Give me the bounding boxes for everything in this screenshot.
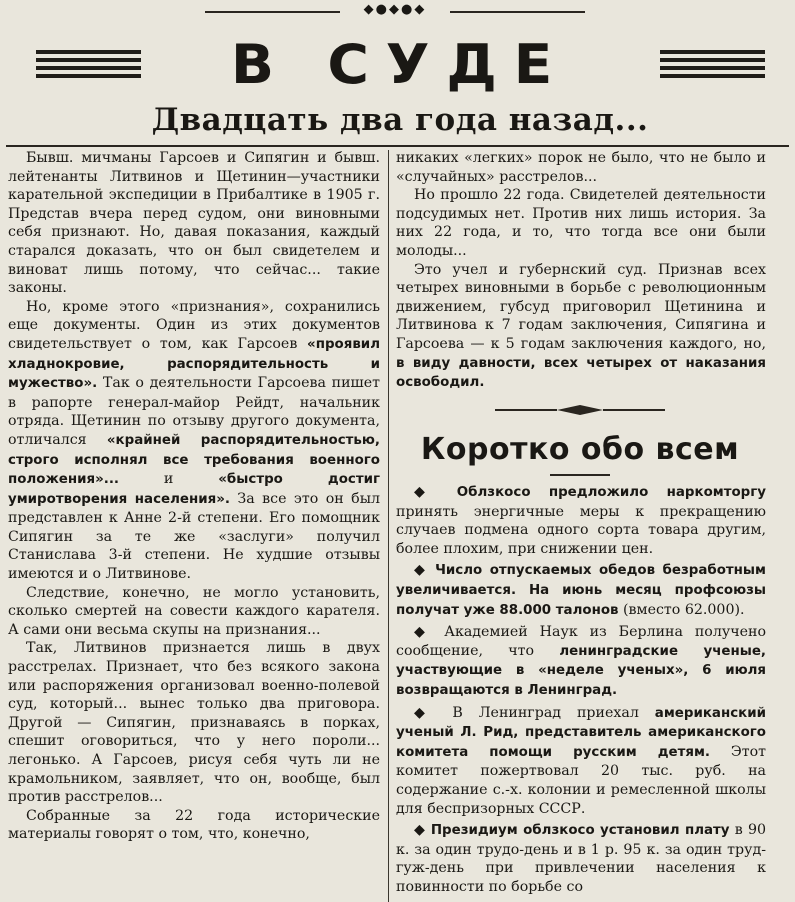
section-ornament (495, 405, 665, 415)
diamond-bullet-icon: ◆ (414, 484, 439, 500)
diamond-bullet-icon: ◆ (414, 562, 428, 579)
masthead-title: В СУДЕ (230, 33, 570, 96)
diamond-bullet-icon: ◆ (414, 704, 437, 721)
headline-divider (6, 145, 789, 147)
paragraph: Следствие, конечно, не могло установить, сколько смертей на совести каждого карателя. А сами они весьма скупы на признания... (8, 584, 380, 638)
diamond-bullet-icon: ◆ (414, 624, 433, 641)
diamond-bullet-icon: ◆ (414, 822, 426, 839)
article-column-left (8, 149, 380, 844)
list-item: ◆ В Ленинград приехал американский ученый Л. Рид, представитель американского комитета помощи русским детям. Этот комитет пожертвовал 20 тыс. руб. на содержание с.-х. колонии и ремесленной школы для беспризорных СССР. (396, 704, 767, 817)
news-brief-list (396, 483, 766, 899)
paragraph: Так, Литвинов признается лишь в двух расстрелах. Признает, что без всякого закона или распоряжения организовал военно-полевой суд, который... вынес только два приговора. Другой — Сипягин, признаваясь в порках, спешит оговориться, что у него пороли... легонько. А Гарсоев, рисуя себя чуть ли не крамольником, заявляет, что он, вообще, был против расстрелов... (8, 640, 380, 806)
masthead-bars-right (660, 50, 765, 80)
top-ornament: ◆●◆●◆ (205, 6, 585, 18)
paragraph: Но, кроме этого «признания», сохранились еще документы. Один из этих документов свидетельствует о том, как Гарсоев «проявил хладнокровие, распорядительность и мужество». Так о деятельности Гарсоева пишет в рапорте генерал-майор Рейдт, начальник отряда. Щетинин по отзыву другого документа, отличался «крайней распорядительностью, строго исполнял все требования военного положения»... и «быстро достиг умиротворения населения». За все это он был представлен к Анне 2-й степени. Его помощник Сипягин за те же «заслуги» получил Станислава 3-й степени. Не худшие отзывы имеются и о Литвинове. (8, 298, 380, 583)
list-item: ◆ Облзкосо предложило наркомторгу принять энергичные меры к прекращению случаев подмена одного сорта товара другим, более плохим, при снижении цен. (396, 484, 766, 557)
news-brief-heading: Коротко обо всем (420, 432, 740, 467)
paragraph: никаких «легких» порок не было, что не было и «случайных» расстрелов... (396, 150, 766, 185)
article-headline: Двадцать два года назад... (151, 102, 649, 138)
list-item: ◆ Президиум облзкосо установил плату в 90 к. за один трудо-день и в 1 р. 95 к. за один труд-гуж-день при привлечении населения к повинности по борьбе со (396, 822, 766, 895)
paragraph: Бывш. мичманы Гарсоев и Сипягин и бывш. лейтенанты Литвинов и Щетинин—участники карательной экспедиции в Прибалтике в 1905 г. Представ вчера перед судом, они виновными себя признают. Но, давая показания, каждый старался доказать, что он был свидетелем и виноват лишь потому, что сейчас... такие законы. (8, 150, 380, 297)
paragraph: Собранные за 22 года исторические материалы говорят о том, что, конечно, (8, 807, 380, 843)
masthead-bars-left (36, 50, 141, 80)
news-brief-divider (550, 474, 610, 476)
list-item: ◆ Академией Наук из Берлина получено сообщение, что ленинградские ученые, участвующие в «неделе ученых», 6 июля возвращаются в Ленинград. (396, 624, 766, 698)
list-item: ◆ Число отпускаемых обедов безработным увеличивается. На июнь месяц профсоюзы получат уже 88.000 талонов (вместо 62.000). (396, 562, 766, 618)
paragraph: Это учел и губернский суд. Признав всех четырех виновными в борьбе с революционным движением, губсуд приговорил Щетинина и Литвинова к 7 годам заключения, Сипягина и Гарсоева — к 5 годам заключения каждого, но, в виду давности, всех четырех от наказания освободил. (396, 261, 766, 391)
column-divider (388, 150, 389, 902)
article-column-right (396, 149, 766, 393)
paragraph: Но прошло 22 года. Свидетелей деятельности подсудимых нет. Против них лишь история. За них 22 года, и то, что тогда все они были молоды... (396, 187, 766, 259)
section-masthead (30, 34, 765, 96)
